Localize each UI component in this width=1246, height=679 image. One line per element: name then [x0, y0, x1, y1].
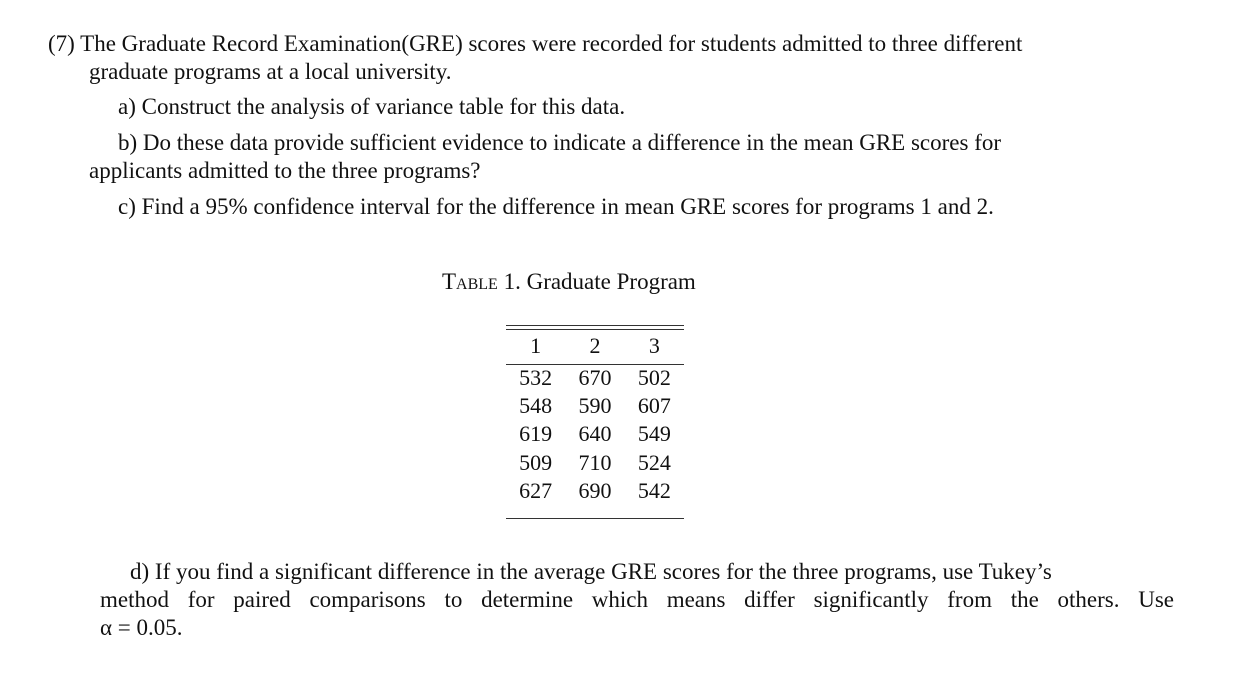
problem-intro-line-1 [48, 30, 1022, 58]
table-cell: 509 [519, 449, 553, 475]
part-b-line-1: b) Do these data provide sufficient evidence to indicate a difference in the mean GRE scores for [118, 130, 1002, 155]
table-cell: 607 [637, 392, 671, 418]
table-row [506, 477, 684, 506]
table-cell: 549 [637, 421, 671, 447]
part-d-line-2: method for paired comparisons to determine which means differ significantly from the others. Use [100, 587, 1174, 612]
problem-intro-text-1: The Graduate Record Examination(GRE) scores were recorded for students admitted to three different [80, 31, 1023, 56]
table-cell: 627 [519, 478, 553, 504]
table-cell: 542 [637, 478, 671, 504]
table-cell: 548 [519, 392, 553, 418]
gre-data-table [506, 325, 684, 506]
table-row [506, 420, 684, 449]
table-cell: 524 [637, 449, 671, 475]
table-cell: 710 [578, 449, 612, 475]
table-caption [442, 268, 696, 296]
column-header-program-3: 3 [648, 333, 660, 358]
part-d-line-3: α = 0.05. [100, 615, 183, 640]
part-d-line-1: d) If you find a significant difference in the average GRE scores for the three programs, use Tukey’s [130, 559, 1052, 584]
table-cell: 690 [578, 478, 612, 504]
part-a-text: a) Construct the analysis of variance table for this data. [118, 94, 626, 119]
table-bottom-rule [506, 518, 684, 519]
problem-number: (7) [48, 31, 75, 56]
part-c-text: c) Find a 95% confidence interval for the difference in mean GRE scores for programs 1 and 2. [118, 194, 994, 219]
table-cell: 619 [519, 421, 553, 447]
table-cell: 532 [519, 365, 553, 391]
table-cell: 590 [578, 392, 612, 418]
table-cell: 670 [578, 365, 612, 391]
part-b-line-2: applicants admitted to the three programs? [89, 158, 481, 183]
table-row [506, 363, 684, 392]
table-caption-label: Table 1. [442, 269, 521, 294]
column-header-program-1: 1 [530, 333, 542, 358]
problem-intro-line-2: graduate programs at a local university. [89, 59, 452, 84]
gre-scores-table [506, 325, 684, 520]
table-row [506, 449, 684, 478]
table-cell: 502 [637, 365, 671, 391]
table-caption-title: Graduate Program [526, 269, 696, 294]
column-header-program-2: 2 [589, 333, 601, 358]
table-cell: 640 [578, 421, 612, 447]
table-header-row [506, 325, 684, 363]
table-row [506, 392, 684, 421]
